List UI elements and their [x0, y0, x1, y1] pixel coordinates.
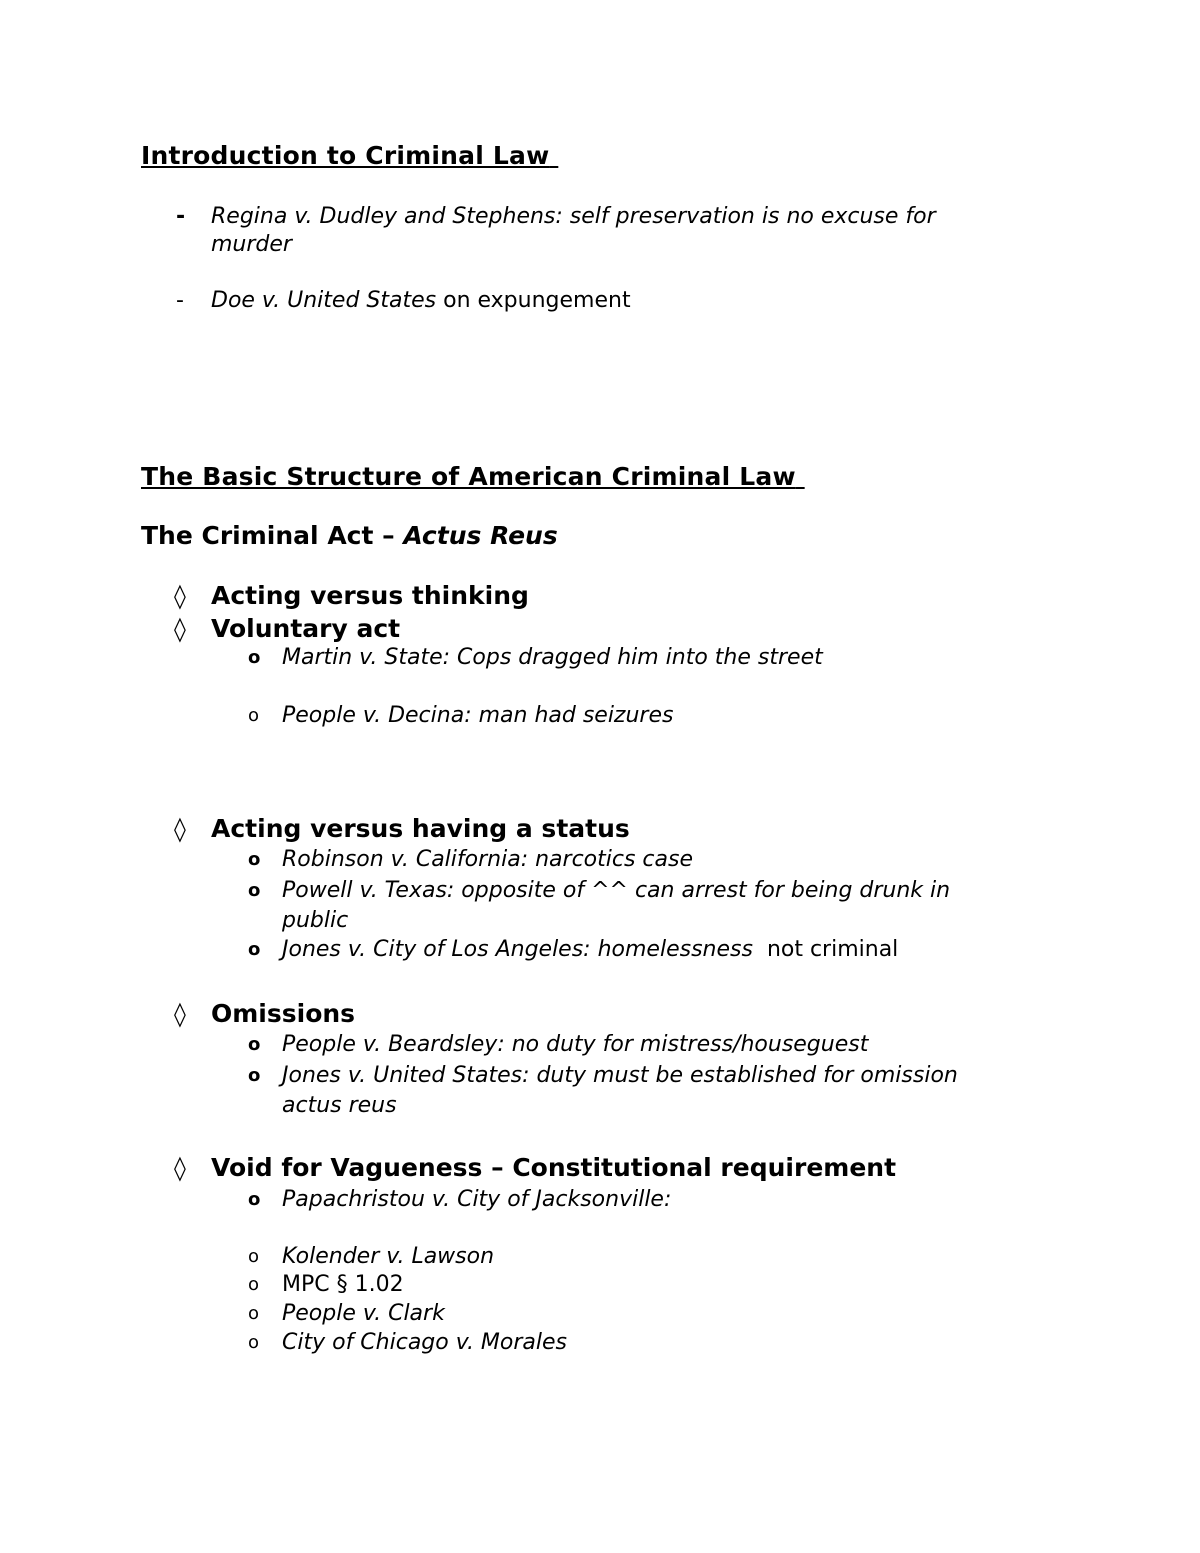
dash-bullet: - [176, 288, 184, 313]
circle-bullet-icon: o [248, 1034, 261, 1055]
intro-item-doe-case: Doe v. United States [211, 288, 437, 313]
case-morales: City of Chicago v. Morales [282, 1330, 568, 1355]
structure-heading [141, 462, 805, 491]
case-powell-line1: Powell v. Texas: opposite of ^^ can arrest for being drunk in [282, 878, 951, 903]
intro-item-doe-rest: on expungement [436, 288, 631, 313]
diamond-bullet-icon: ◊ [174, 615, 186, 643]
circle-bullet-icon: o [248, 705, 260, 726]
case-kolender: Kolender v. Lawson [282, 1244, 495, 1269]
circle-bullet-icon: o [248, 647, 261, 668]
intro-item-regina-line1: Regina v. Dudley and Stephens: self preservation is no excuse for [211, 204, 936, 229]
case-decina: People v. Decina: man had seizures [282, 703, 674, 728]
circle-bullet-icon: o [248, 880, 261, 901]
circle-bullet-icon: o [248, 849, 261, 870]
dash-bullet: - [176, 204, 186, 229]
topic-status: Acting versus having a status [211, 814, 630, 843]
topic-omissions: Omissions [211, 999, 356, 1028]
case-robinson: Robinson v. California: narcotics case [282, 847, 693, 872]
case-clark: People v. Clark [282, 1301, 445, 1326]
case-martin: Martin v. State: Cops dragged him into the street [282, 645, 823, 670]
diamond-bullet-icon: ◊ [174, 1000, 186, 1028]
intro-item-doe [211, 287, 631, 315]
circle-bullet-icon: o [248, 1189, 261, 1210]
diamond-bullet-icon: ◊ [174, 582, 186, 610]
subheading-italic: Actus Reus [403, 521, 558, 550]
intro-heading [141, 141, 558, 170]
case-jones-la [282, 936, 898, 964]
circle-bullet-icon: o [248, 939, 261, 960]
structure-heading-text: The Basic Structure of American Criminal Law [141, 462, 796, 491]
intro-item-regina-line2: murder [211, 232, 292, 257]
diamond-bullet-icon: ◊ [174, 815, 186, 843]
statute-mpc: MPC § 1.02 [282, 1272, 404, 1297]
circle-bullet-icon: o [248, 1246, 260, 1267]
case-jones-us-line2: actus reus [282, 1093, 397, 1118]
circle-bullet-icon: o [248, 1332, 260, 1353]
topic-vagueness: Void for Vagueness – Constitutional requirement [211, 1153, 897, 1182]
criminal-act-subheading [141, 521, 558, 550]
topic-voluntary-act: Voluntary act [211, 614, 401, 643]
circle-bullet-icon: o [248, 1274, 260, 1295]
circle-bullet-icon: o [248, 1303, 260, 1324]
subheading-plain: The Criminal Act – [141, 521, 404, 550]
case-jones-us-line1: Jones v. United States: duty must be established for omission [282, 1063, 958, 1088]
circle-bullet-icon: o [248, 1065, 261, 1086]
case-jones-la-plain: not criminal [766, 937, 899, 962]
case-beardsley: People v. Beardsley: no duty for mistress/houseguest [282, 1032, 869, 1057]
intro-heading-text: Introduction to Criminal Law [141, 141, 550, 170]
case-papachristou: Papachristou v. City of Jacksonville: [282, 1187, 672, 1212]
diamond-bullet-icon: ◊ [174, 1154, 186, 1182]
case-jones-la-italic: Jones v. City of Los Angeles: homelessness [282, 937, 753, 962]
topic-acting-thinking: Acting versus thinking [211, 581, 529, 610]
case-powell-line2: public [282, 908, 349, 933]
